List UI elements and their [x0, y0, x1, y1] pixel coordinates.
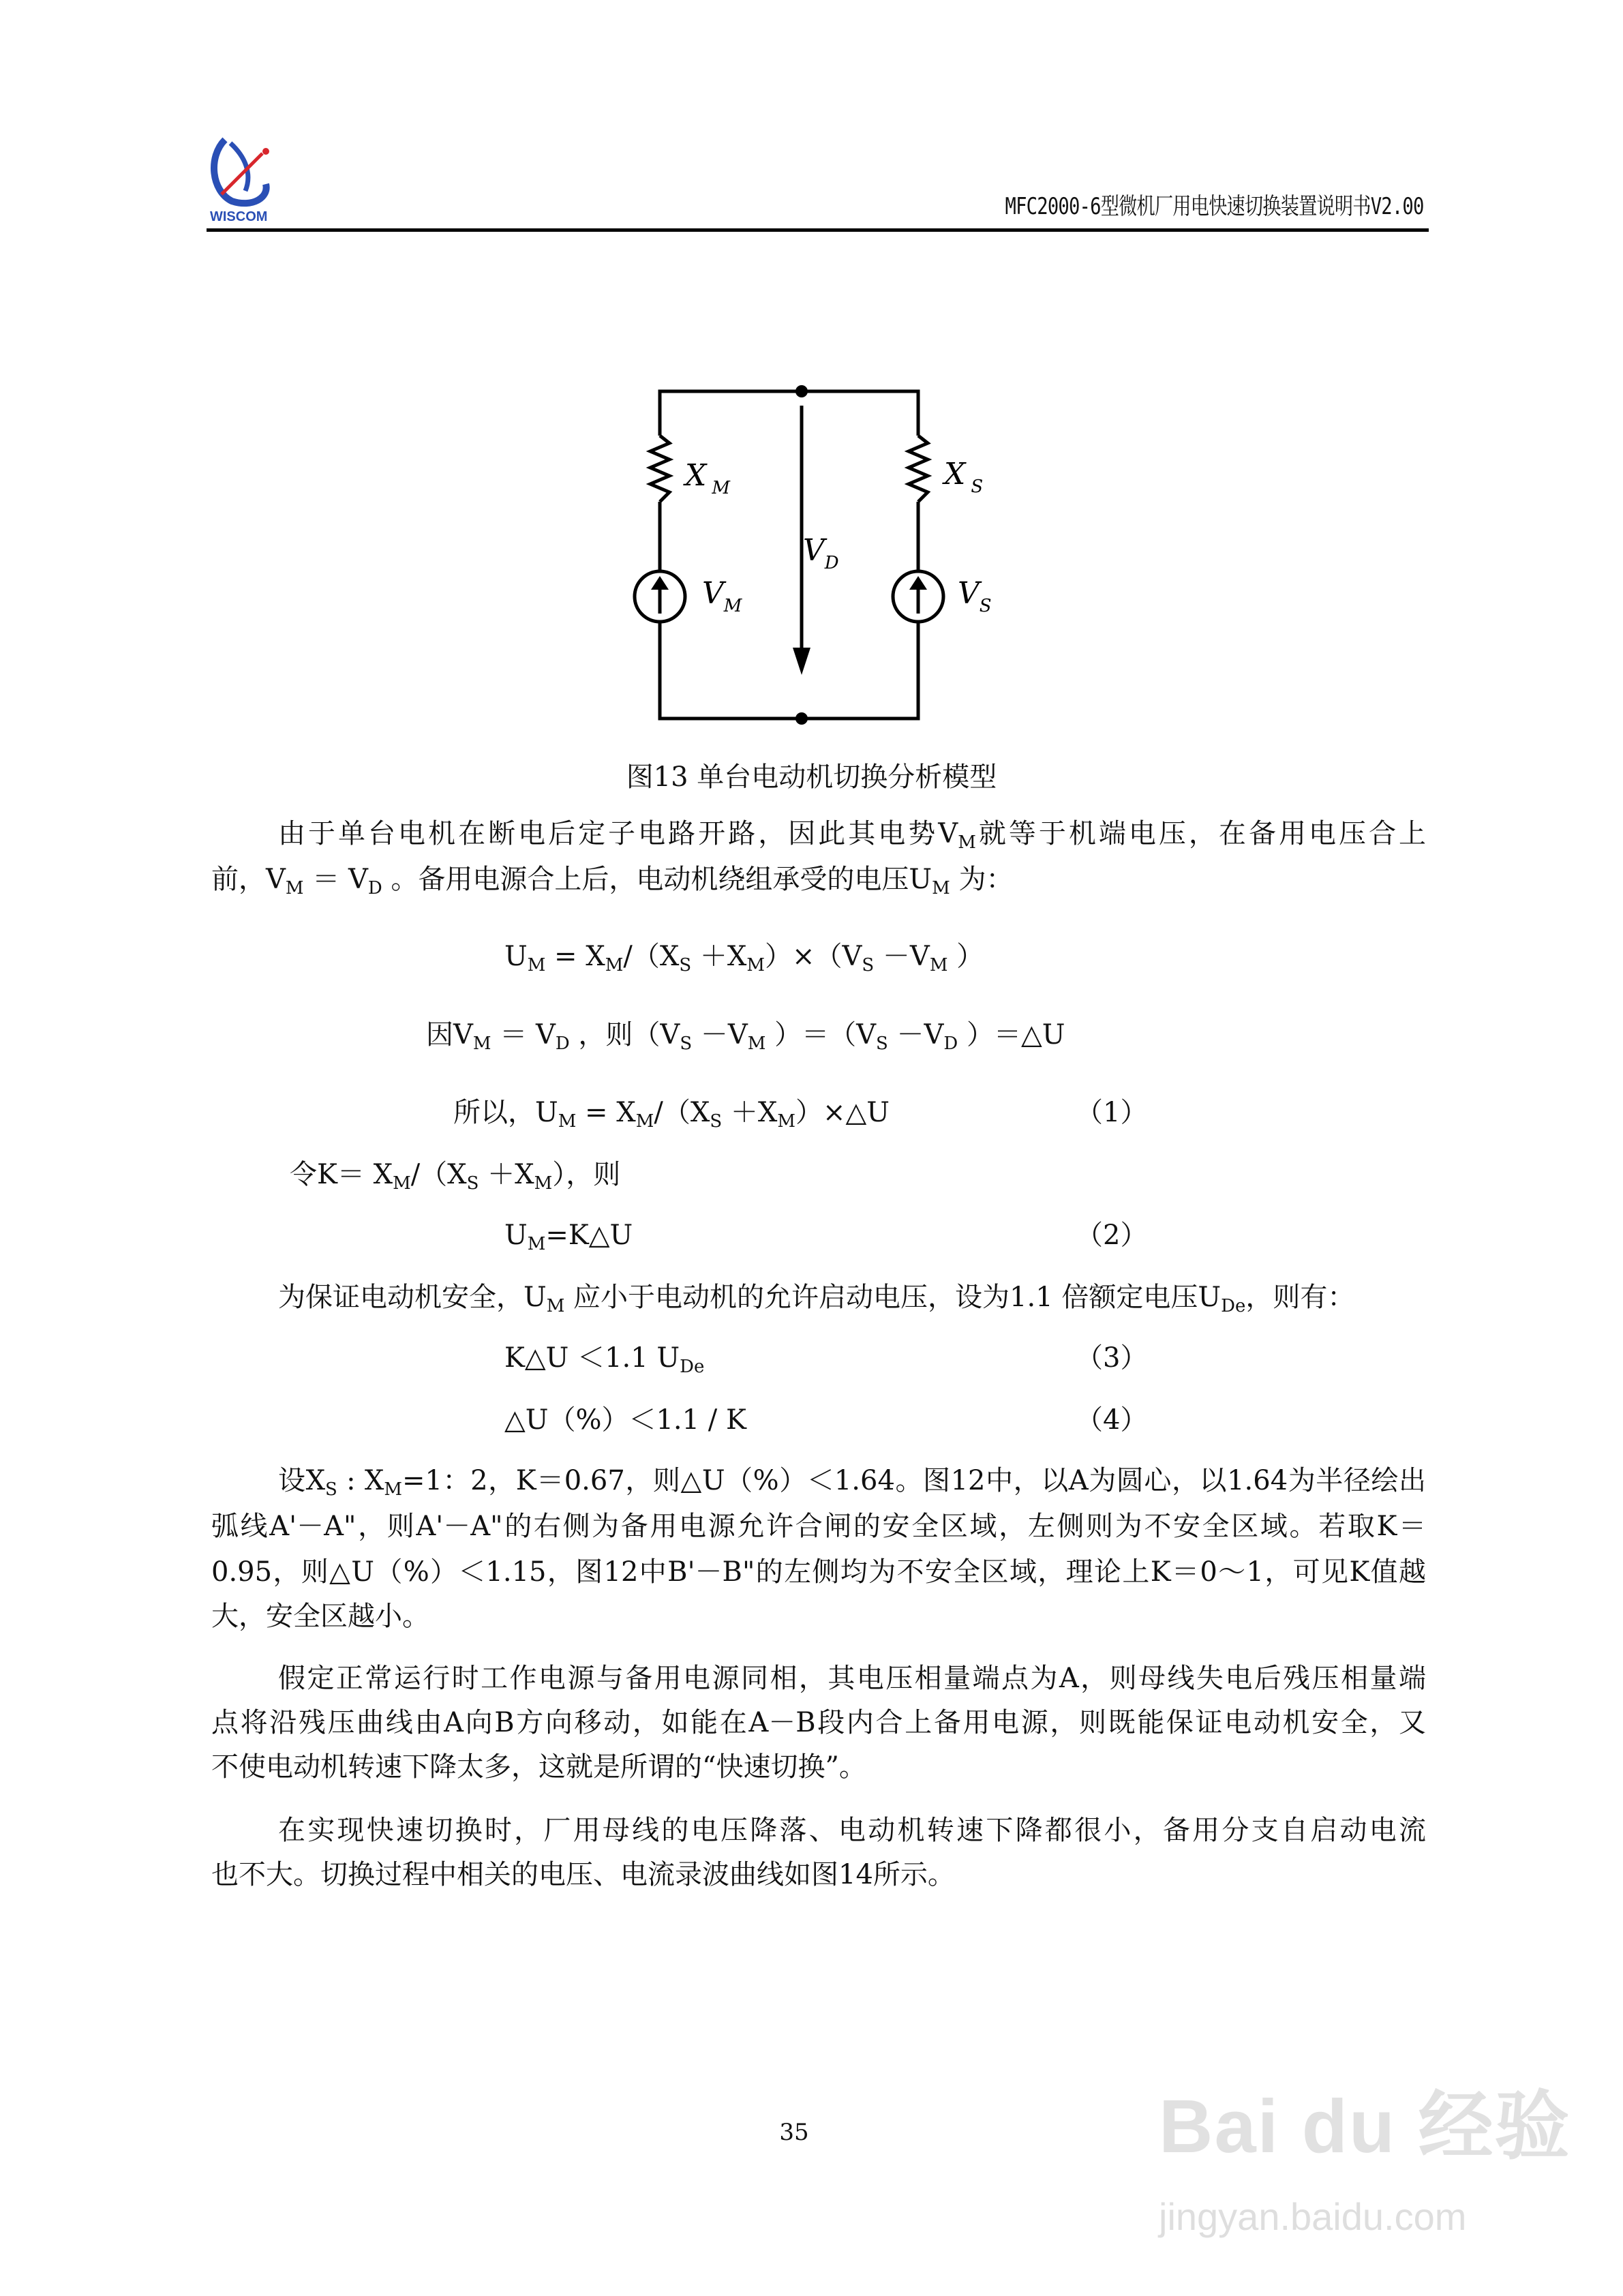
text-segment: 点将沿残压曲线由A向B方向移动，如能在A－B段内合上备用电源，则既能保证电动机安全，又 — [211, 1707, 1426, 1738]
label-xm: X $_M$ — [685, 458, 730, 498]
text-segment: 设X — [278, 1465, 326, 1496]
text-segment: ）＝△U — [958, 1019, 1065, 1051]
text-segment: ），则 — [552, 1159, 621, 1190]
subscript: M — [534, 1173, 553, 1194]
subscript: S — [679, 955, 692, 976]
subscript: M — [285, 878, 304, 898]
equation-line — [504, 1403, 746, 1437]
node-top — [795, 385, 808, 397]
equation-line — [504, 1341, 704, 1375]
text-line — [278, 1661, 1426, 1695]
subscript: M — [558, 1111, 577, 1132]
label-vm: $V_M$ — [702, 576, 742, 616]
baidu-watermark: Bai du 经验 — [1159, 2085, 1571, 2169]
subscript: D — [555, 1033, 570, 1054]
text-line — [211, 1858, 955, 1892]
text-segment: /（X — [654, 1097, 710, 1128]
label-vs: $V_S$ — [958, 576, 992, 616]
equation-line — [426, 1018, 1065, 1052]
text-line — [278, 817, 1426, 851]
text-segment: 为保证电动机安全，U — [278, 1282, 547, 1313]
figure-caption: 图13 单台电动机切换分析模型 — [626, 761, 997, 793]
text-segment: 大，安全区越小。 — [211, 1601, 429, 1632]
equation-line — [453, 1096, 890, 1130]
text-segment: －V — [888, 1019, 944, 1051]
subscript: S — [680, 1033, 693, 1054]
text-segment: ＋X — [479, 1159, 534, 1190]
subscript: M — [929, 955, 948, 976]
subscript: S — [875, 1033, 888, 1054]
text-segment: ）＝（V — [765, 1019, 876, 1051]
text-segment: : X — [337, 1465, 384, 1496]
label-xs: X $_S$ — [944, 457, 984, 497]
subscript: M — [393, 1173, 411, 1194]
text-line — [211, 1750, 866, 1784]
subscript: M — [635, 1111, 654, 1132]
node-bottom — [795, 712, 808, 725]
text-segment: 0.95，则△U（%）＜1.15，图12中B'－B"的左侧均为不安全区域，理论上K＝0～1，可见K值越 — [211, 1556, 1426, 1588]
text-segment: =1：2，K＝0.67，则△U（%）＜1.64。图12中，以A为圆心，以1.64为半径绘出 — [402, 1465, 1426, 1496]
text-segment: 弧线A'－A"，则A'－A"的右侧为备用电源允许合闸的安全区域，左侧则为不安全区域。若取K＝ — [211, 1511, 1426, 1542]
text-segment: 所以，U — [453, 1097, 558, 1128]
equation-number: （4） — [1076, 1404, 1148, 1436]
text-segment: /（X — [410, 1159, 467, 1190]
text-line — [278, 1280, 1354, 1314]
text-segment: 由于单台电机在断电后定子电路开路，因此其电势V — [278, 818, 958, 849]
text-segment: U — [504, 1220, 528, 1251]
document-title: MFC2000-6型微机厂用电快速切换装置说明书V2.00 — [1005, 193, 1424, 220]
subscript: M — [777, 1111, 795, 1132]
subscript: M — [958, 832, 976, 853]
text-segment: ，则有： — [1245, 1282, 1355, 1313]
text-segment: 前，V — [211, 864, 286, 895]
label-vd: $V_D$ — [803, 533, 839, 573]
subscript: M — [472, 1033, 491, 1054]
equation-line — [504, 939, 984, 976]
text-line — [211, 1599, 429, 1633]
text-segment: ＝ V — [303, 864, 368, 895]
text-segment: 为： — [950, 864, 1014, 895]
logo-text: WISCOM — [210, 209, 268, 224]
subscript: M — [932, 878, 950, 898]
text-segment: 也不大。切换过程中相关的电压、电流录波曲线如图14所示。 — [211, 1859, 955, 1890]
subscript: S — [325, 1479, 337, 1500]
text-segment: = X — [576, 1097, 636, 1128]
bottom-wire — [660, 622, 918, 719]
subscript: S — [862, 955, 875, 976]
text-segment: U — [504, 941, 528, 972]
subscript: M — [527, 1234, 546, 1254]
subscript: De — [1221, 1296, 1246, 1316]
text-segment: △U（%）＜1.1 / K — [504, 1404, 746, 1436]
subscript: S — [466, 1173, 479, 1194]
text-segment: ，则（V — [569, 1019, 680, 1051]
subscript: M — [747, 1033, 766, 1054]
text-segment: 不使电动机转速下降太多，这就是所谓的“快速切换”。 — [211, 1751, 866, 1783]
text-segment: ＋X — [722, 1097, 778, 1128]
circuit-diagram — [0, 0, 1623, 750]
text-segment: 令K＝ X — [290, 1159, 393, 1190]
equation-number: （3） — [1076, 1342, 1148, 1374]
text-line — [278, 1464, 1426, 1498]
text-segment: －V — [874, 941, 930, 972]
subscript: D — [367, 878, 382, 898]
subscript: S — [710, 1111, 723, 1132]
subscript: M — [527, 955, 546, 976]
resistor-xm — [650, 436, 669, 502]
subscript: M — [384, 1479, 403, 1500]
subscript: D — [943, 1033, 958, 1054]
arrow-head-icon — [793, 648, 810, 675]
arrow-head-icon — [651, 576, 669, 590]
text-segment: 应小于电动机的允许启动电压，设为1.1 倍额定电压U — [564, 1282, 1222, 1313]
subscript: M — [746, 955, 765, 976]
text-line — [211, 862, 1013, 896]
text-line — [211, 1706, 1426, 1740]
text-segment: 因V — [426, 1019, 473, 1051]
text-segment: =K△U — [545, 1220, 633, 1251]
text-segment: = X — [545, 941, 605, 972]
equation-line — [504, 1218, 633, 1252]
text-segment: ＋X — [691, 941, 747, 972]
text-segment: ） — [947, 941, 984, 972]
top-wire — [660, 391, 918, 436]
text-line — [211, 1509, 1426, 1543]
text-segment: K△U ＜1.1 U — [504, 1342, 680, 1374]
resistor-xs — [909, 436, 928, 502]
text-segment: ＝ V — [491, 1019, 556, 1051]
baidu-watermark-url: jingyan.baidu.com — [1159, 2195, 1467, 2238]
text-segment: 假定正常运行时工作电源与备用电源同相，其电压相量端点为A，则母线失电后残压相量端 — [278, 1663, 1426, 1694]
text-segment: ）×（V — [764, 941, 862, 972]
text-segment: 就等于机端电压，在备用电压合上 — [975, 818, 1427, 849]
text-segment: ）×△U — [795, 1097, 890, 1128]
arrow-head-icon — [909, 576, 927, 590]
text-line — [211, 1555, 1426, 1589]
equation-line — [290, 1158, 620, 1192]
text-segment: －V — [692, 1019, 748, 1051]
subscript: De — [680, 1357, 705, 1377]
equation-number: （1） — [1076, 1097, 1148, 1128]
subscript: M — [546, 1296, 565, 1316]
subscript: M — [605, 955, 624, 976]
text-segment: 。备用电源合上后，电动机绕组承受的电压U — [382, 864, 932, 895]
equation-number: （2） — [1076, 1220, 1148, 1251]
text-line — [278, 1813, 1426, 1847]
page-number: 35 — [779, 2119, 809, 2146]
text-segment: 在实现快速切换时，厂用母线的电压降落、电动机转速下降都很小，备用分支自启动电流 — [278, 1815, 1426, 1846]
text-segment: /（X — [623, 941, 680, 972]
